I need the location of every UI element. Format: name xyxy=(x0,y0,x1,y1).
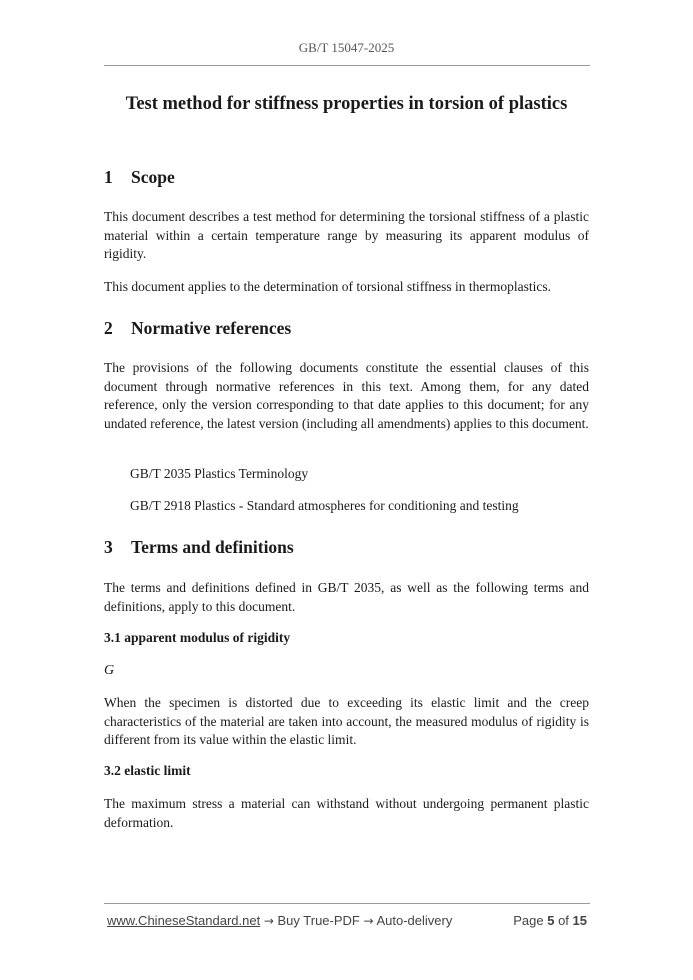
section-title: Terms and definitions xyxy=(131,537,294,557)
page-footer xyxy=(107,913,587,931)
section-number: 3 xyxy=(104,537,113,557)
reference-item: GB/T 2035 Plastics Terminology xyxy=(130,466,309,481)
normative-references-paragraph: The provisions of the following documents constitute the essential clauses of this document through normative references in this text. Among them, for any dated reference, only the version corresponding to that date applies to this document; for any undated reference, the latest version (including all amendments) applies to this document. xyxy=(104,360,589,431)
page-word: Page xyxy=(513,913,544,928)
page-indicator xyxy=(513,913,587,928)
section-2-heading xyxy=(104,318,291,339)
total-pages-number: 15 xyxy=(572,913,587,928)
term-3-1-definition: When the specimen is distorted due to exceeding its elastic limit and the creep characteristics of the material are taken into account, the measured modulus of rigidity is different from its value within the elastic limit. xyxy=(104,695,589,747)
term-3-2-definition: The maximum stress a material can withstand without undergoing permanent plastic deformation. xyxy=(104,796,589,830)
term-3-2-label: 3.2 elastic limit xyxy=(104,763,191,778)
site-link[interactable]: www.ChineseStandard.net xyxy=(107,913,261,928)
scope-paragraph-1: This document describes a test method for determining the torsional stiffness of a plastic material within a certain temperature range by measuring its apparent modulus of rigidity. xyxy=(104,209,589,261)
section-1-heading xyxy=(104,167,175,188)
current-page-number: 5 xyxy=(547,913,555,928)
right-arrow-icon: → xyxy=(263,914,274,928)
header-doc-id: GB/T 15047-2025 xyxy=(298,40,395,55)
document-title: Test method for stiffness properties in torsion of plastics xyxy=(125,94,568,114)
section-3-heading xyxy=(104,537,294,558)
auto-delivery-text: Auto-delivery xyxy=(376,913,453,928)
right-arrow-icon: → xyxy=(363,914,374,928)
reference-item: GB/T 2918 Plastics - Standard atmospheres for conditioning and testing xyxy=(130,498,519,513)
term-symbol: G xyxy=(104,663,115,678)
section-title: Normative references xyxy=(131,318,292,338)
section-number: 2 xyxy=(104,318,113,338)
header-divider xyxy=(104,65,590,66)
term-3-1-label: 3.1 apparent modulus of rigidity xyxy=(104,630,291,645)
terms-intro-paragraph: The terms and definitions defined in GB/T 2035, as well as the following terms and definitions, apply to this document. xyxy=(104,580,589,614)
of-word: of xyxy=(558,913,569,928)
section-title: Scope xyxy=(131,167,175,187)
buy-pdf-link[interactable]: Buy True-PDF xyxy=(277,913,360,928)
scope-paragraph-2: This document applies to the determination of torsional stiffness in thermoplastics. xyxy=(104,279,552,294)
section-number: 1 xyxy=(104,167,113,187)
footer-divider xyxy=(104,903,590,904)
